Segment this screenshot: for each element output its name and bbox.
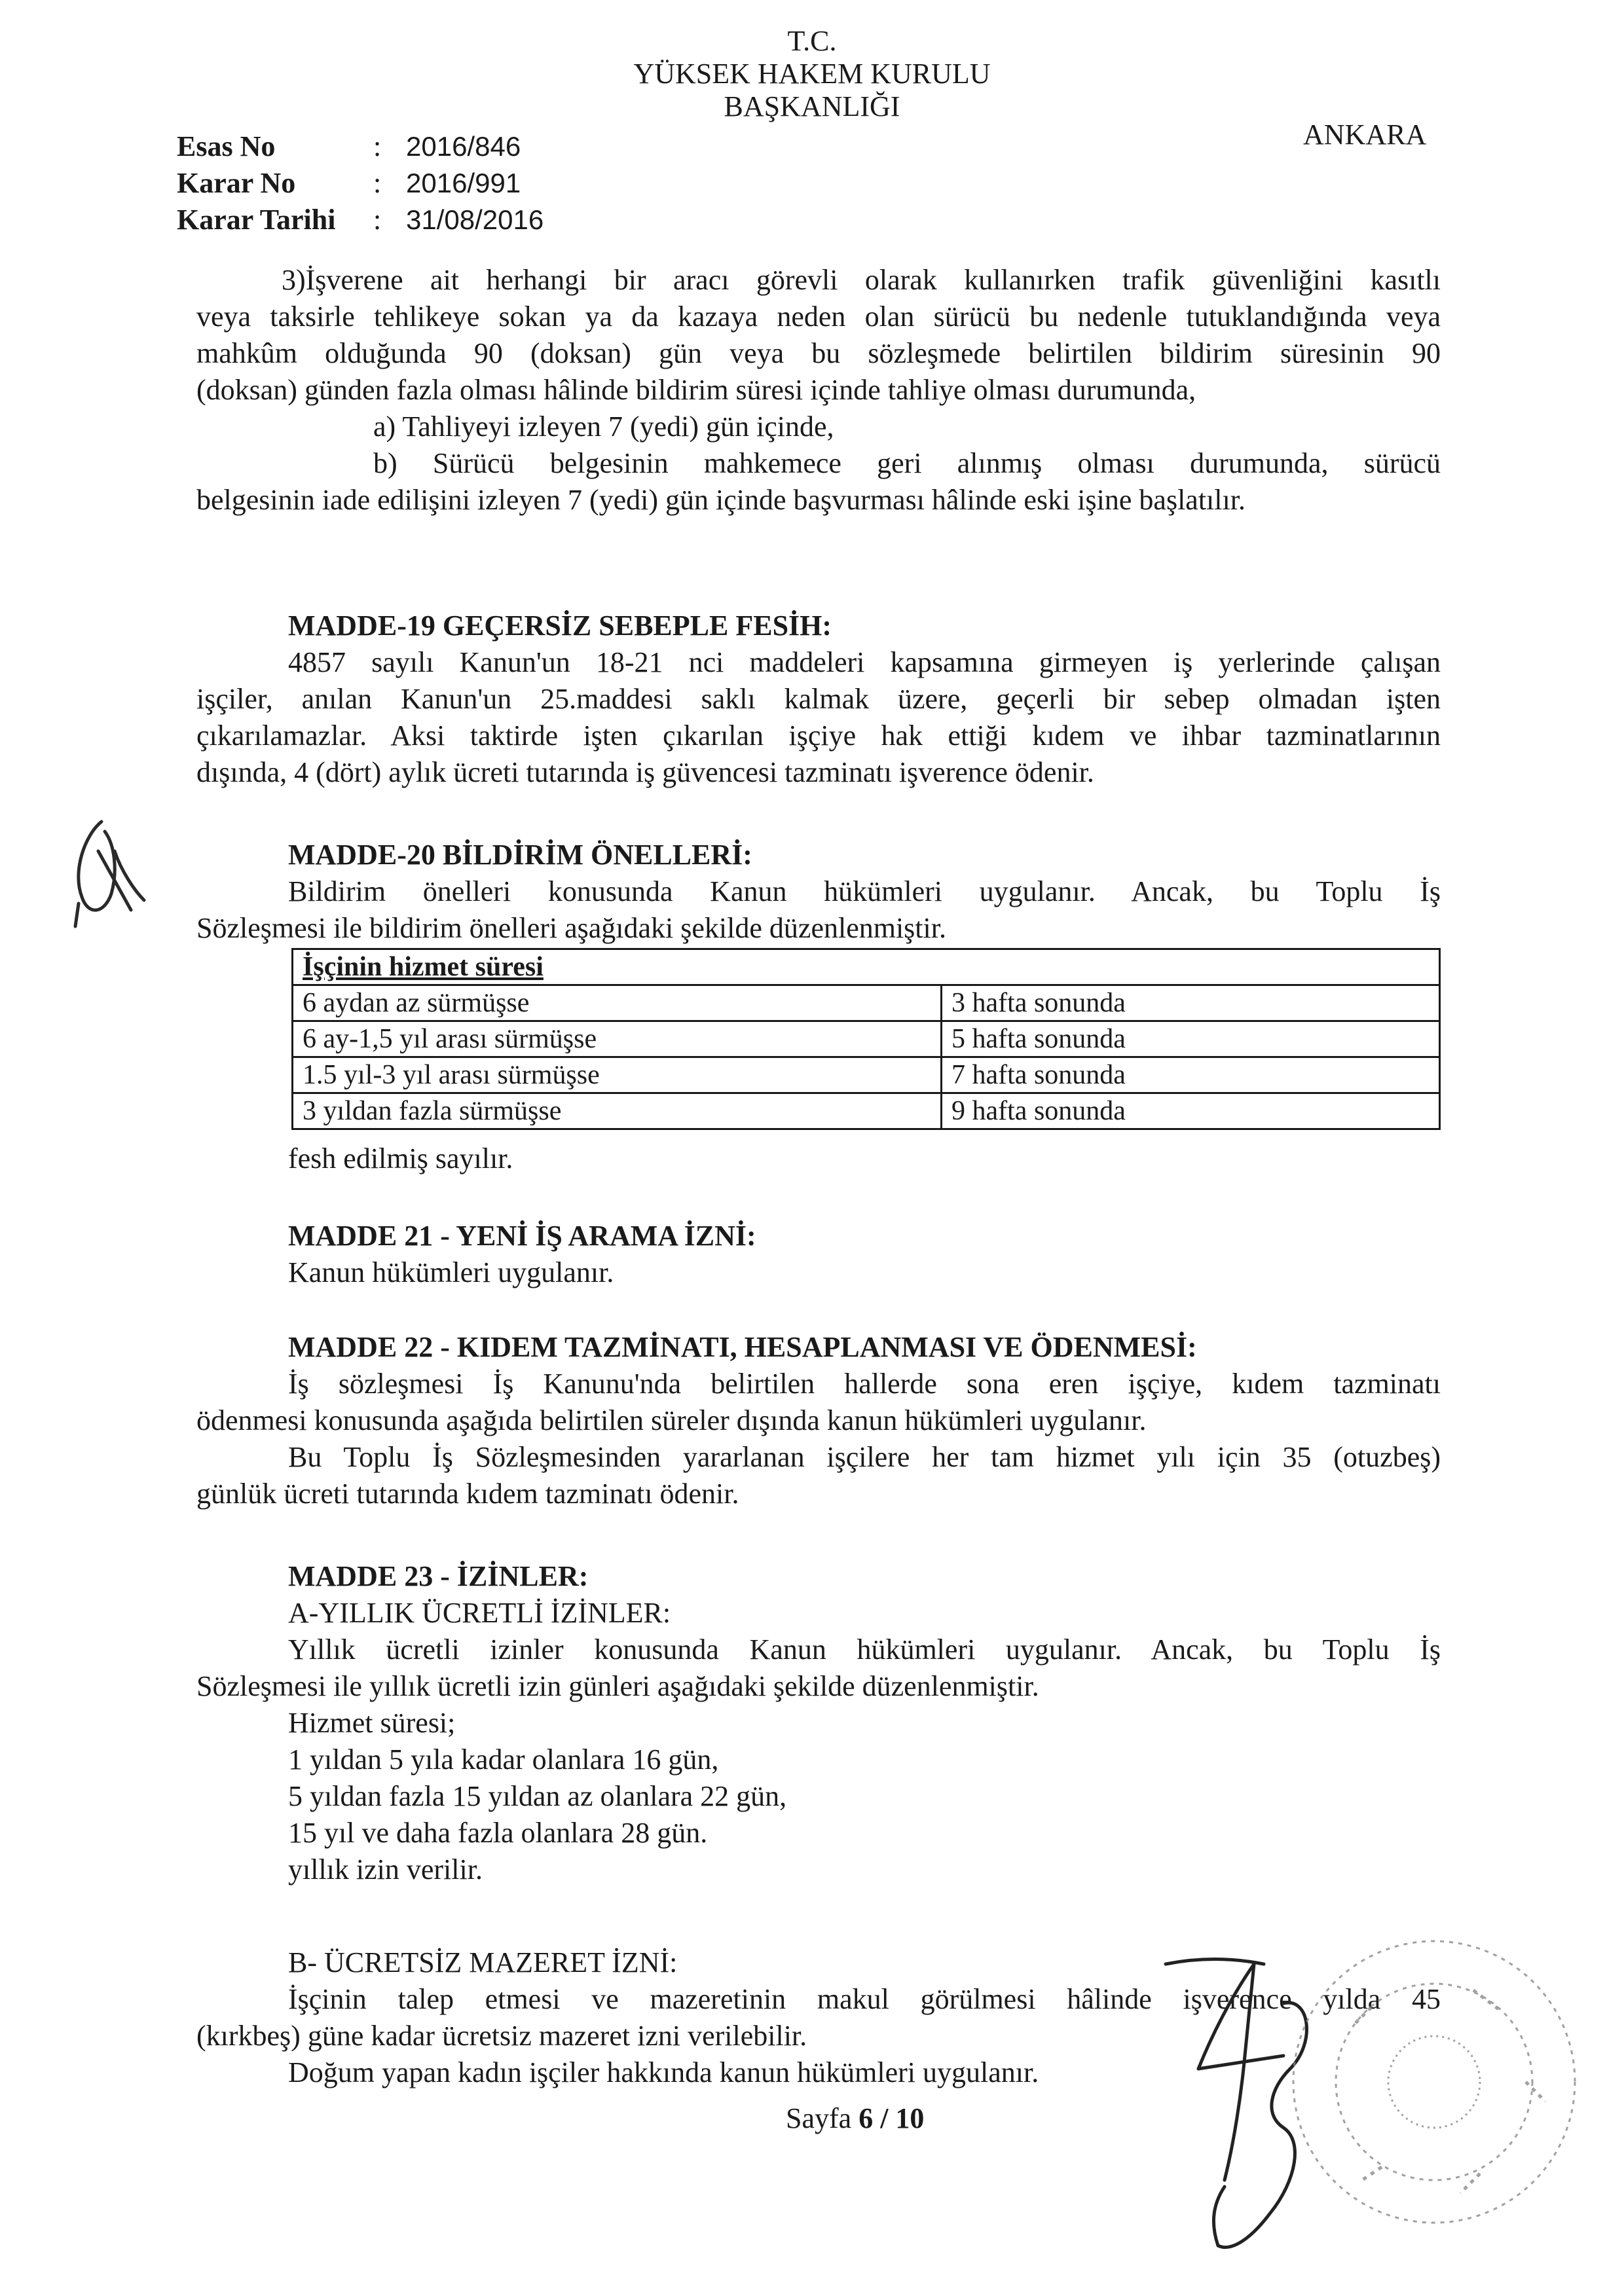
leave-list-item: yıllık izin verilir. [288,1853,483,1886]
madde-23-b-line: Doğum yapan kadın işçiler hakkında kanun hükümleri uygulanır. [288,2056,1039,2088]
notice-cell: 3 hafta sonunda [942,985,1440,1021]
notice-period-table [291,948,1441,1130]
meta-row-esas [177,128,544,165]
meta-colon: : [373,167,382,199]
intro-item-a: a) Tahliyeyi izleyen 7 (yedi) gün içinde, [373,410,834,443]
madde-19-line: işçiler, anılan Kanun'un 25.maddesi saklı kalmak üzere, geçerli bir sebep olmadan işten [196,683,1441,715]
margin-initials-icon [75,822,144,926]
header-line-2: YÜKSEK HAKEM KURULU [633,58,991,90]
madde-20-title: MADDE-20 BİLDİRİM ÖNELLERİ: [288,839,752,871]
intro-line: veya taksirle tehlikeye sokan ya da kazaya neden olan sürücü bu nedenle tutuklandığında veya [196,301,1441,333]
meta-label: Esas No [177,130,276,162]
madde-21-section [196,1218,1441,1291]
madde-20-line: Bildirim önelleri konusunda Kanun hükümleri uygulanır. Ancak, bu Toplu İş [288,875,1441,907]
document-header [485,25,1139,123]
madde-19-section [196,608,1441,791]
madde-23-sub-a: A-YILLIK ÜCRETLİ İZİNLER: [288,1597,671,1629]
leave-list-item: 1 yıldan 5 yıla kadar olanlara 16 gün, [288,1743,719,1776]
madde-23-sub-b: B- ÜCRETSİZ MAZERET İZNİ: [288,1946,678,1978]
notice-cell: 7 hafta sonunda [942,1057,1440,1093]
leave-list-item: Hizmet süresi; [288,1707,456,1739]
meta-label: Karar Tarihi [177,204,336,236]
madde-22-line: İş sözleşmesi İş Kanunu'nda belirtilen hallerde sona eren işçiye, kıdem tazminatı [288,1368,1441,1400]
page-footer [786,2102,924,2135]
period-cell: 3 yıldan fazla sürmüşse [293,1093,942,1129]
meta-value: 2016/991 [406,168,521,198]
intro-clause [196,262,1441,519]
header-city: ANKARA [1303,118,1427,151]
madde-21-line: Kanun hükümleri uygulanır. [288,1256,614,1288]
madde-19-title: MADDE-19 GEÇERSİZ SEBEPLE FESİH: [288,610,832,642]
madde-23-a-line: Sözleşmesi ile yıllık ücretli izin günleri aşağıdaki şekilde düzenlenmiştir. [196,1670,1039,1702]
leave-list-item: 15 yıl ve daha fazla olanlara 28 gün. [288,1817,708,1849]
madde-22-title: MADDE 22 - KIDEM TAZMİNATI, HESAPLANMASI VE ÖDENMESİ: [288,1331,1197,1363]
madde-23-title: MADDE 23 - İZİNLER: [288,1560,589,1592]
table-row [293,1057,1440,1093]
table-row [293,1093,1440,1129]
madde-20-after-text: fesh edilmiş sayılır. [288,1142,513,1175]
intro-line: 3)İşverene ait herhangi bir aracı görevli olarak kullanırken trafik güvenliğini kasıtlı [282,264,1441,296]
madde-22-line: Bu Toplu İş Sözleşmesinden yararlanan işçilere her tam hizmet yılı için 35 (otuzbeş) [288,1441,1441,1473]
case-metadata [177,128,544,238]
madde-19-line: çıkarılamazlar. Aksi taktirde işten çıkarılan işçiye hak ettiği kıdem ve ihbar tazminatlarının [196,720,1441,752]
madde-23-a-line: Yıllık ücretli izinler konusunda Kanun hükümleri uygulanır. Ancak, bu Toplu İş [288,1633,1441,1666]
madde-22-line: ödenmesi konusunda aşağıda belirtilen süreler dışında kanun hükümleri uygulanır. [196,1404,1147,1436]
period-cell: 6 aydan az sürmüşse [293,985,942,1021]
madde-23-b-line: (kırkbeş) güne kadar ücretsiz mazeret izni verilebilir. [196,2020,807,2052]
notice-cell: 9 hafta sonunda [942,1093,1440,1129]
meta-label: Karar No [177,167,296,199]
footer-page-number: 6 / 10 [858,2102,925,2134]
madde-20-line: Sözleşmesi ile bildirim önelleri aşağıdaki şekilde düzenlenmiştir. [196,912,946,944]
meta-row-karar [177,165,544,202]
madde-20-after [196,1140,1441,1177]
intro-line: (doksan) günden fazla olması hâlinde bildirim süresi içinde tahliye olması durumunda, [196,374,1196,406]
madde-21-title: MADDE 21 - YENİ İŞ ARAMA İZNİ: [288,1220,756,1252]
table-row [293,1021,1440,1057]
meta-colon: : [373,130,382,162]
intro-item-b: b) Sürücü belgesinin mahkemece geri alınmış olması durumunda, sürücü [373,447,1441,479]
madde-20-section [196,837,1441,947]
notice-cell: 5 hafta sonunda [942,1021,1440,1057]
leave-list-item: 5 yıldan fazla 15 yıldan az olanlara 22 gün, [288,1780,787,1812]
table-header-cell: İşçinin hizmet süresi [293,949,1440,985]
intro-item-b-cont: belgesinin iade edilişini izleyen 7 (yedi) gün içinde başvurması hâlinde eski işine başlatılır. [196,484,1246,516]
period-cell: 1.5 yıl-3 yıl arası sürmüşse [293,1057,942,1093]
period-cell: 6 ay-1,5 yıl arası sürmüşse [293,1021,942,1057]
footer-prefix: Sayfa [786,2102,852,2134]
intro-line: mahkûm olduğunda 90 (doksan) gün veya bu sözleşmede belirtilen bildirim süresinin 90 [196,337,1441,369]
table-header-row [293,949,1440,985]
madde-22-section [196,1329,1441,1512]
header-line-1: T.C. [787,25,837,57]
header-line-3: BAŞKANLIĞI [724,90,900,122]
madde-23-b-line: İşçinin talep etmesi ve mazeretinin makul görülmesi hâlinde işverence yılda 45 [288,1983,1441,2015]
madde-23-section [196,1558,1441,1888]
meta-value: 2016/846 [406,131,521,162]
table-row [293,985,1440,1021]
meta-value: 31/08/2016 [406,204,544,235]
madde-23-b-section [196,1944,1441,2091]
meta-colon: : [373,204,382,236]
meta-row-tarih [177,202,544,238]
madde-22-line: günlük ücreti tutarında kıdem tazminatı ödenir. [196,1478,739,1510]
madde-19-line: dışında, 4 (dört) aylık ücreti tutarında iş güvencesi tazminatı işverence ödenir. [196,756,1094,788]
madde-19-line: 4857 sayılı Kanun'un 18-21 nci maddeleri kapsamına girmeyen iş yerlerinde çalışan [288,646,1441,678]
